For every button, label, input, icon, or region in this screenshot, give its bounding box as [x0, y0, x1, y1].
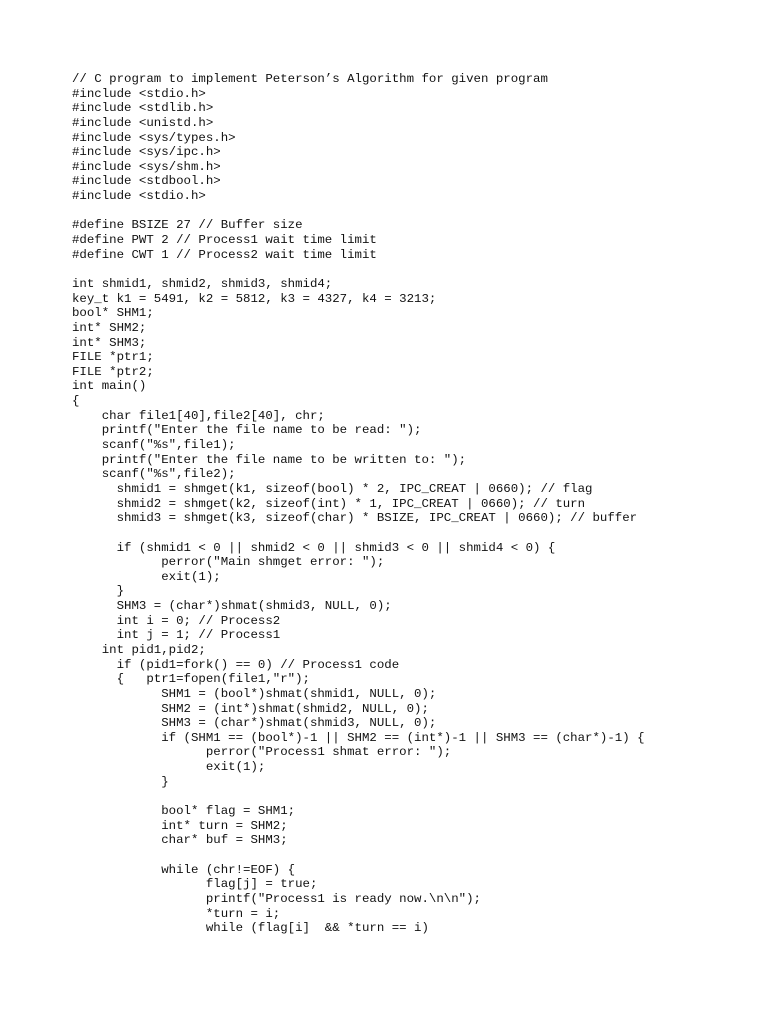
- code-line: #include <sys/ipc.h>: [72, 145, 221, 160]
- code-line: exit(1);: [72, 760, 266, 775]
- code-line: #define CWT 1 // Process2 wait time limit: [72, 247, 377, 262]
- code-line: char* buf = SHM3;: [72, 833, 288, 848]
- code-line: char file1[40],file2[40], chr;: [72, 408, 325, 423]
- code-line: #include <sys/types.h>: [72, 130, 236, 145]
- code-line: #include <stdbool.h>: [72, 174, 221, 189]
- code-line: #define BSIZE 27 // Buffer size: [72, 218, 303, 233]
- code-line: printf("Enter the file name to be read: ");: [72, 423, 422, 438]
- code-line: perror("Process1 shmat error: ");: [72, 745, 452, 760]
- code-line: while (chr!=EOF) {: [72, 862, 296, 877]
- code-line: [72, 789, 752, 804]
- code-line: exit(1);: [72, 569, 221, 584]
- code-line: #include <unistd.h>: [72, 115, 214, 130]
- code-line: flag[j] = true;: [72, 877, 318, 892]
- code-line: int* SHM2;: [72, 320, 147, 335]
- code-line: shmid3 = shmget(k3, sizeof(char) * BSIZE, IPC_CREAT | 0660); // buffer: [72, 511, 638, 526]
- code-line: int pid1,pid2;: [72, 642, 206, 657]
- code-line: // C program to implement Peterson’s Algorithm for given program: [72, 72, 548, 86]
- code-line: scanf("%s",file1);: [72, 438, 236, 453]
- code-line: {: [72, 394, 80, 409]
- code-line: [72, 262, 752, 277]
- code-line: SHM2 = (int*)shmat(shmid2, NULL, 0);: [72, 701, 429, 716]
- code-line: if (pid1=fork() == 0) // Process1 code: [72, 657, 400, 672]
- code-line: SHM3 = (char*)shmat(shmid3, NULL, 0);: [72, 716, 437, 731]
- code-listing: [72, 72, 752, 936]
- code-line: SHM3 = (char*)shmat(shmid3, NULL, 0);: [72, 599, 392, 614]
- code-line: bool* flag = SHM1;: [72, 804, 296, 819]
- code-line: bool* SHM1;: [72, 306, 154, 321]
- code-line: FILE *ptr2;: [72, 364, 154, 379]
- code-line: printf("Enter the file name to be written to: ");: [72, 452, 467, 467]
- code-line: *turn = i;: [72, 906, 281, 921]
- code-line: int shmid1, shmid2, shmid3, shmid4;: [72, 276, 333, 291]
- code-line: int* SHM3;: [72, 335, 147, 350]
- code-line: #include <sys/shm.h>: [72, 159, 221, 174]
- code-line: [72, 848, 752, 863]
- code-line: #include <stdio.h>: [72, 86, 206, 101]
- code-line: [72, 526, 752, 541]
- code-line: int i = 0; // Process2: [72, 613, 281, 628]
- code-line: perror("Main shmget error: ");: [72, 555, 385, 570]
- code-line: key_t k1 = 5491, k2 = 5812, k3 = 4327, k4 = 3213;: [72, 291, 437, 306]
- code-line: FILE *ptr1;: [72, 350, 154, 365]
- code-line: int j = 1; // Process1: [72, 628, 281, 643]
- code-line: shmid1 = shmget(k1, sizeof(bool) * 2, IPC_CREAT | 0660); // flag: [72, 481, 593, 496]
- code-line: if (SHM1 == (bool*)-1 || SHM2 == (int*)-1 || SHM3 == (char*)-1) {: [72, 730, 645, 745]
- code-line: #define PWT 2 // Process1 wait time limit: [72, 233, 377, 248]
- code-line: SHM1 = (bool*)shmat(shmid1, NULL, 0);: [72, 686, 437, 701]
- code-line: if (shmid1 < 0 || shmid2 < 0 || shmid3 < 0 || shmid4 < 0) {: [72, 540, 556, 555]
- code-line: { ptr1=fopen(file1,"r");: [72, 672, 310, 687]
- code-line: }: [72, 774, 169, 789]
- code-line: shmid2 = shmget(k2, sizeof(int) * 1, IPC_CREAT | 0660); // turn: [72, 496, 586, 511]
- code-line: int main(): [72, 379, 147, 394]
- code-line: [72, 204, 752, 219]
- code-line: printf("Process1 is ready now.\n\n");: [72, 891, 481, 906]
- code-line: while (flag[i] && *turn == i): [72, 921, 429, 936]
- code-line: }: [72, 584, 125, 599]
- code-line: #include <stdlib.h>: [72, 101, 214, 116]
- code-line: #include <stdio.h>: [72, 189, 206, 204]
- code-line: int* turn = SHM2;: [72, 818, 288, 833]
- code-line: scanf("%s",file2);: [72, 467, 236, 482]
